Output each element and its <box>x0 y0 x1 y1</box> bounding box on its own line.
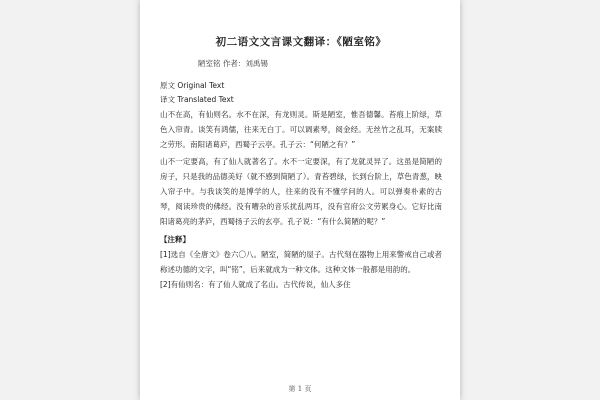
original-text: 山不在高，有仙则名。水不在深，有龙则灵。斯是陋室，惟吾德馨。苔痕上阶绿，草色入帘青。谈笑有鸿儒，往来无白丁。可以调素琴，阅金经。无丝竹之乱耳，无案牍之劳形。南阳诸葛庐，西蜀子云亭。孔子云：“何陋之有？” <box>160 110 442 149</box>
translated-label: 译文 Translated Text <box>160 95 234 104</box>
author-line: 陋室铭 作者：刘禹锡 <box>198 59 268 68</box>
page-title: 初二语文文言课文翻译：《陋室铭》 <box>215 36 387 48</box>
note-item: [1]选自《全唐文》卷六〇八。陋室，简陋的屋子。古代刻在器物上用来警戒自己或者称述功德的文字，叫“铭”，后来就成为一种文体。这种文体一般都是用韵的。 <box>160 250 442 274</box>
note-item: [2]有仙则名：有了仙人就成了名山。古代传说，仙人多住 <box>160 280 351 289</box>
document-page <box>140 0 460 400</box>
translation-text: 山不一定要高，有了仙人就著名了。水不一定要深，有了龙就灵异了。这虽是简陋的房子，只是我的品德美好（就不感到简陋了）。青苔碧绿，长到台阶上，草色青葱，映入帘子中。与我谈笑的是博学的人，往来的没有不懂学问的人。可以弹奏朴素的古琴，阅读珍贵的佛经。没有嘈杂的音乐扰乱两耳，没有官府公文劳累身心。它好比南阳诸葛亮的茅庐，西蜀扬子云的玄亭。孔子说：“有什么简陋的呢？” <box>160 157 442 226</box>
original-label: 原文 Original Text <box>160 81 225 90</box>
notes-heading: 【注释】 <box>160 235 190 244</box>
page-number: 第 1 页 <box>288 385 312 393</box>
document-content <box>160 34 442 292</box>
